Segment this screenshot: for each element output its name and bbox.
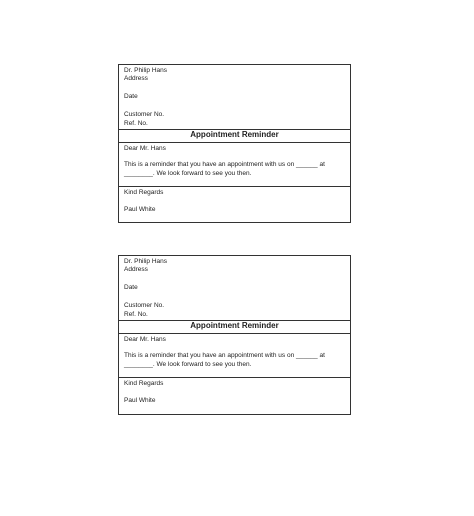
ref-no-label: Ref. No. bbox=[124, 311, 148, 318]
message-line-2: ________. We look forward to see you then. bbox=[124, 170, 252, 177]
closing-text: Kind Regards bbox=[124, 189, 164, 196]
message-section bbox=[119, 143, 350, 187]
message-line-1: This is a reminder that you have an appointment with us on ______ at bbox=[124, 161, 325, 168]
doctor-name: Dr. Philip Hans bbox=[124, 67, 167, 74]
closing-section bbox=[119, 187, 350, 222]
message-section bbox=[119, 334, 350, 378]
address-label: Address bbox=[124, 75, 148, 82]
title-bar bbox=[119, 320, 350, 334]
closing-section bbox=[119, 378, 350, 413]
appointment-reminder-card bbox=[118, 64, 351, 223]
card-header-section bbox=[119, 256, 350, 320]
address-label: Address bbox=[124, 266, 148, 273]
reminder-title: Appointment Reminder bbox=[190, 130, 279, 139]
signature-name: Paul White bbox=[124, 206, 156, 213]
closing-text: Kind Regards bbox=[124, 380, 164, 387]
signature-name: Paul White bbox=[124, 397, 156, 404]
customer-no-label: Customer No. bbox=[124, 302, 165, 309]
customer-no-label: Customer No. bbox=[124, 111, 165, 118]
title-bar bbox=[119, 129, 350, 143]
date-label: Date bbox=[124, 284, 138, 291]
greeting: Dear Mr. Hans bbox=[124, 145, 166, 152]
date-label: Date bbox=[124, 93, 138, 100]
appointment-reminder-card bbox=[118, 255, 351, 415]
message-line-1: This is a reminder that you have an appointment with us on ______ at bbox=[124, 352, 325, 359]
card-header-section bbox=[119, 65, 350, 129]
ref-no-label: Ref. No. bbox=[124, 120, 148, 127]
doctor-name: Dr. Philip Hans bbox=[124, 258, 167, 265]
reminder-title: Appointment Reminder bbox=[190, 321, 279, 330]
message-line-2: ________. We look forward to see you then. bbox=[124, 361, 252, 368]
greeting: Dear Mr. Hans bbox=[124, 336, 166, 343]
